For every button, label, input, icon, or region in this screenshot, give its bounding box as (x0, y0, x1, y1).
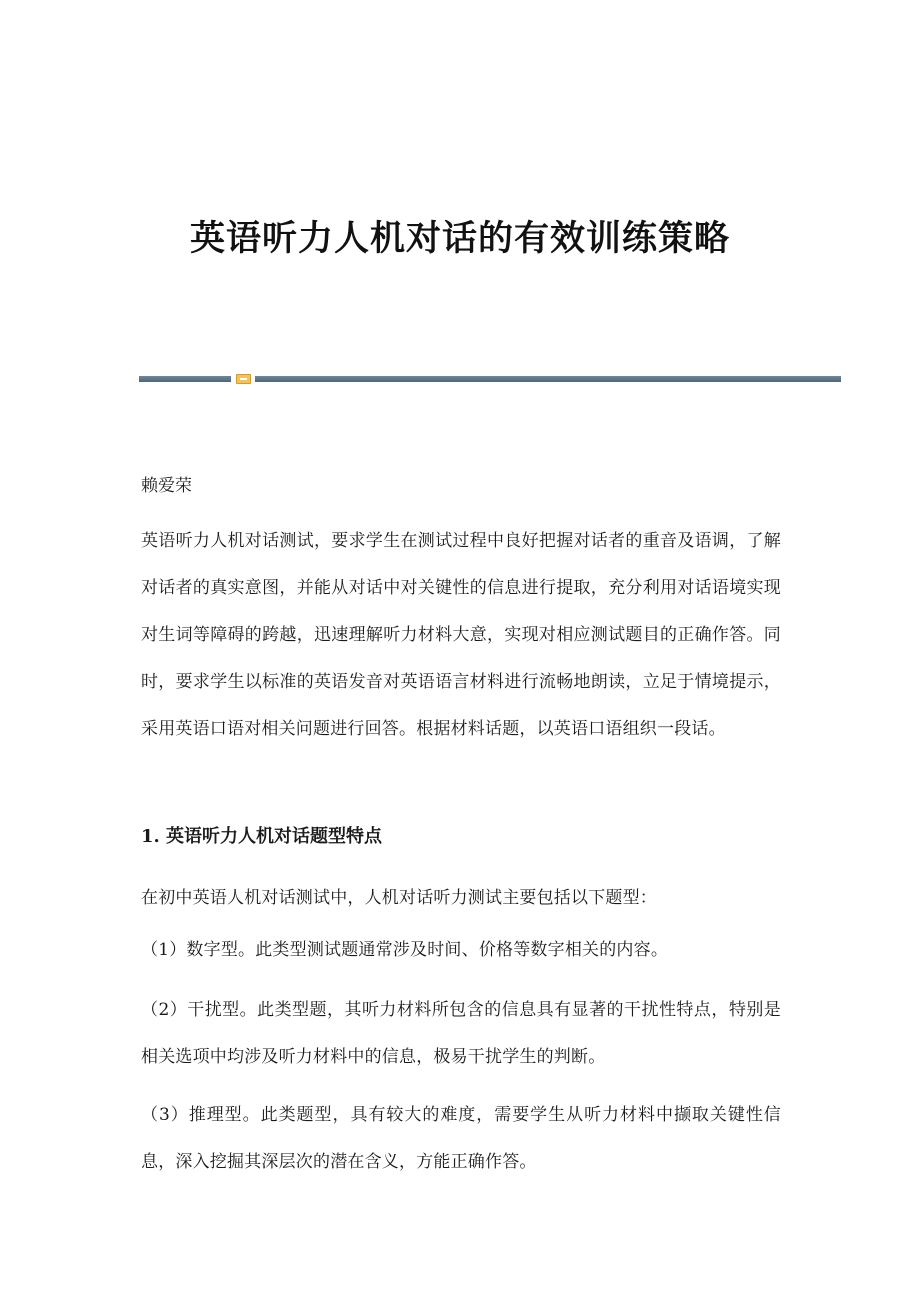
author-name: 赖爱荣 (141, 476, 192, 496)
divider-ornament-icon (236, 374, 251, 384)
title-divider (139, 374, 841, 384)
section-heading: 1. 英语听力人机对话题型特点 (141, 826, 383, 847)
list-item-inference: （3）推理型。此类题型，具有较大的难度，需要学生从听力材料中撷取关键性信息，深入挖掘其深层次的潜在含义，方能正确作答。 (141, 1105, 781, 1172)
divider-bar-left (139, 376, 231, 382)
list-item-numeric: （1）数字型。此类型测试题通常涉及时间、价格等数字相关的内容。 (141, 940, 669, 960)
list-item-distractor: （2）干扰型。此类型题，其听力材料所包含的信息具有显著的干扰性特点，特别是相关选项中均涉及听力材料中的信息，极易干扰学生的判断。 (141, 1000, 781, 1067)
divider-bar-right (255, 376, 841, 382)
section-intro-paragraph: 在初中英语人机对话测试中，人机对话听力测试主要包括以下题型： (141, 888, 657, 908)
intro-paragraph: 英语听力人机对话测试，要求学生在测试过程中良好把握对话者的重音及语调，了解对话者的真实意图，并能从对话中对关键性的信息进行提取，充分利用对话语境实现对生词等障碍的跨越，迅速理解听力材料大意，实现对相应测试题目的正确作答。同时，要求学生以标准的英语发音对英语语言材料进行流畅地朗读，立足于情境提示，采用英语口语对相关问题进行回答。根据材料话题，以英语口语组织一段话。 (141, 531, 781, 739)
document-title: 英语听力人机对话的有效训练策略 (189, 218, 730, 259)
